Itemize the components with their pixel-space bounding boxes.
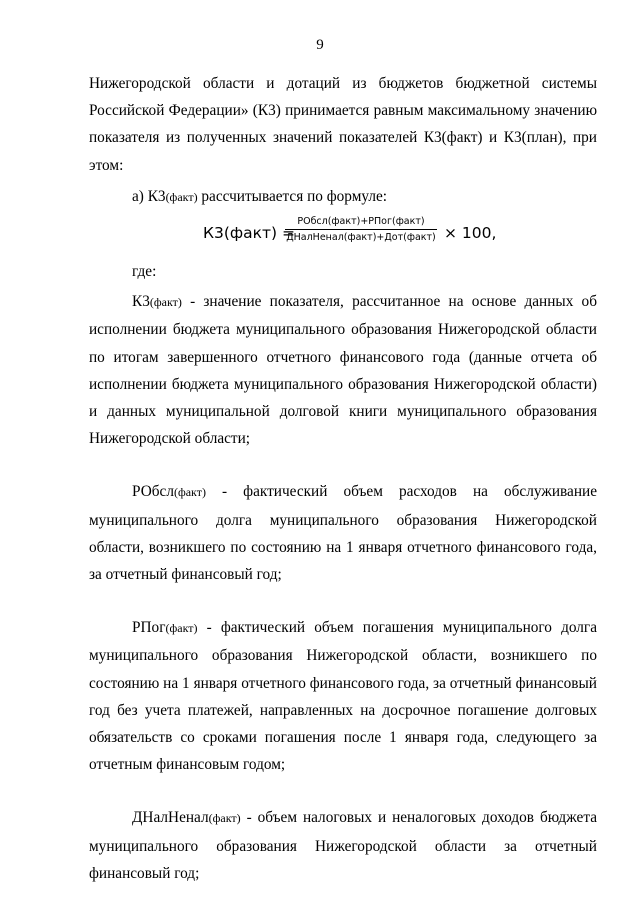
definition-text: - фактический объем погашения муниципального долга муниципального образования Нижегородской области, возникшего по состоянию на 1 января отчетного финансового года, за отчетный финансовый год без учета платежей, направленных на досрочное погашение долговых обязательств со сроками погашения после 1 января года, следующего за отчетным финансовым годом;: [89, 619, 597, 774]
definition-rpog: [89, 614, 597, 778]
intro-block: [89, 70, 597, 211]
definition-text: - объем налоговых и неналоговых доходов бюджета муниципального образования Нижегородской области за отчетный финансовый год;: [89, 809, 597, 882]
formula-lhs: К3(факт) =: [203, 224, 296, 242]
definition-term: РПог: [132, 619, 166, 637]
definition-k3: [89, 288, 597, 452]
page-number: 9: [316, 37, 324, 53]
definition-robsl: [89, 478, 597, 588]
item-a-main: а) К3: [132, 187, 166, 205]
definition-term-sub: (факт): [208, 811, 241, 826]
definition-text: - значение показателя, рассчитанное на основе данных об исполнении бюджета муниципального образования Нижегородской области по итогам завершенного отчетного финансового года (данные отчета об исполнении бюджета муниципального образования Нижегородской области) и данных муниципальной долговой книги муниципального образования Нижегородской области;: [89, 293, 597, 448]
formula-rhs: × 100,: [444, 224, 497, 242]
where-label: где:: [132, 263, 157, 280]
formula-numerator: РОбсл(факт)+РПог(факт): [285, 216, 437, 230]
definition-term-sub: (факт): [165, 621, 198, 636]
definition-term-sub: (факт): [149, 295, 182, 310]
definition-text: - фактический объем расходов на обслуживание муниципального долга муниципального образования Нижегородской области, возникшего по состоянию на 1 января отчетного финансового года, за отчетный финансовый год;: [89, 483, 597, 584]
item-a: [89, 183, 597, 211]
definition-term: ДНалНенал: [132, 809, 209, 827]
definition-term: К3: [132, 293, 150, 311]
formula-fraction: [285, 216, 437, 243]
definition-term-sub: (факт): [173, 485, 206, 500]
definition-term: РОбсл: [132, 483, 174, 501]
definition-dnalnenal: [89, 804, 597, 887]
item-a-sub: (факт): [165, 189, 198, 204]
item-a-rest: рассчитывается по формуле:: [197, 187, 388, 205]
intro-paragraph: Нижегородской области и дотаций из бюджетов бюджетной системы Российской Федерации» (К3) принимается равным максимальному значению показателя из полученных значений показателей К3(факт) и К3(план), при этом:: [89, 75, 597, 174]
definitions-block: [89, 258, 597, 887]
formula: [0, 214, 640, 254]
formula-denominator: ДНалНенал(факт)+Дот(факт): [286, 232, 436, 243]
